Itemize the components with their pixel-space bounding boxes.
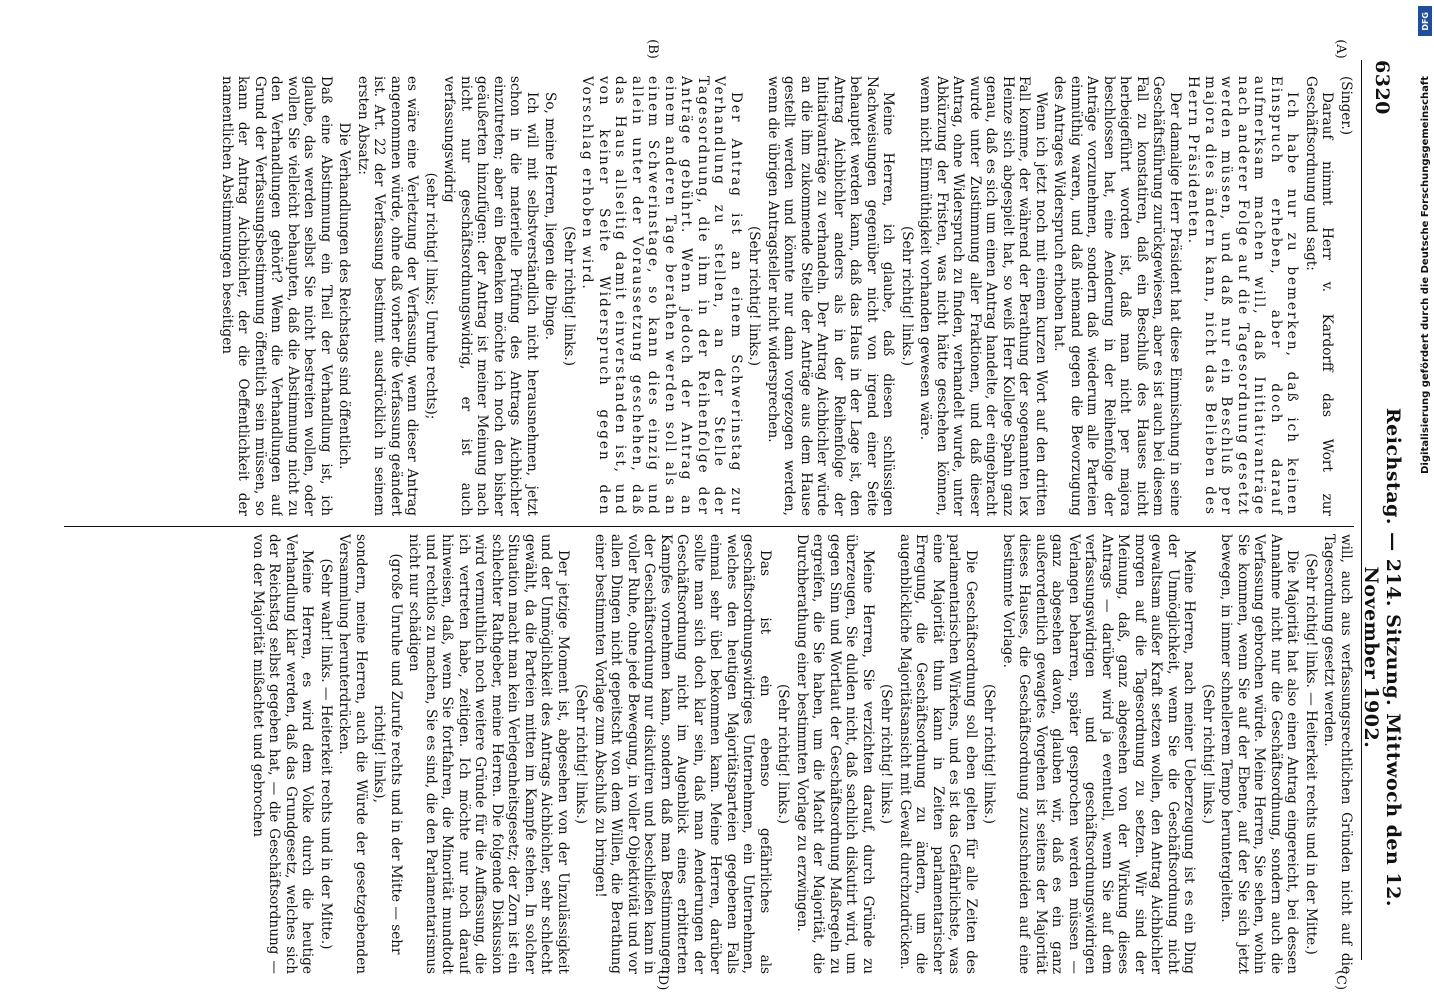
column-divider (64, 526, 1354, 527)
quoted-article: Die Verhandlungen des Reichstags sind öffentlich. (336, 122, 353, 470)
quoted-paragraph: Ich habe nur zu bemerken, daß ich keinen Einspruch erheben, aber doch darauf aufmerksam machen will, daß Initiativanträge nach anderer Folge auf die Tagesordnung gesetzt werden müssen, und daß nur ein Beschluß per majora dies ändern kann, nicht das Belieben des Herrn Präsidenten. (1185, 76, 1301, 516)
interjection: (Sehr wahr! links. — Heiterkeit rechts und in der Mitte.) (318, 558, 334, 950)
interjection: (sehr richtig! links; Unruhe rechts); (423, 172, 439, 420)
paragraph: es wäre eine Verletzung der Verfassung, wenn dieser Antrag angenommen würde, ohne daß vorher die Verfassung geändert ist. Art. 22 der Verfassung bestimmt ausdrücklich in seinem ersten Absatz: (355, 76, 421, 516)
paragraph: sondern, meine Herren, auch die Würde der gesetzgebenden Versammlung herunterdrücken. (336, 534, 369, 974)
paragraph: Meine Herren, Sie verzichten darauf, durch Gründe zu überzeugen, Sie dulden nicht, daß sachlich diskutirt wird, um gegen Sinn und Wortlaut der Geschäftsordnung Maßregeln zu ergreifen, die Sie haben, um die Macht der Majorität, die Durchberathung einer bestimmten Vorlage zu erzwingen. (794, 534, 876, 974)
text-column-left (24, 76, 1354, 516)
interjection: (große Unruhe und Zurufe rechts und in der Mitte — sehr richtig! links), (371, 553, 404, 955)
paragraph: Die Geschäftsordnung soll eben gelten für alle Zeiten des parlamentarischen Wirkens, und es ist das Gefährlichste, was eine Majorität thun kann in Zeiten parlamentarischer Erregung, die Geschäftsordnung zu ändern, um die augenblickliche Majoritätsansicht mit Gewalt durchzudrücken. (897, 534, 979, 974)
paragraph: Das ist ein ebenso gefährliches als geschäftsordnungswidriges Unternehmen, ein Unternehmen, welches den heutigen Majoritätsparteien gegebenen Falls einmal sehr übel bekommen kann. Meine Herren, darüber sollte man sich doch klar sein, daß man Aenderungen der Geschäftsordnung nicht im Augenblick eines erbitterten Kampfes vornehmen kann, sondern daß man Bestimmungen der Geschäftsordnung nur diskutiren und beschließen kann in voller Ruhe, ohne jede Bewegung, in voller Objektivität und vor allen Dingen nicht gepeitscht von dem Willen, die Berathung einer bestimmten Vorlage zum Abschluß zu bringen! (592, 534, 773, 974)
paragraph: Ich will mit selbstverständlich nicht herausnehmen, jetzt schon in die materielle Prüfung des Antrags Aichbichler einzutreten; aber ein Bedenken möchte ich noch den bisher geäußerten hinzufügen: der Antrag ist meiner Meinung nach nicht nur geschäftsordnungswidrig, er ist auch verfassungswidrig (441, 76, 540, 516)
paragraph: Der Antrag ist an einem Schwerinstag zur Verhandlung zu stellen, an der Stelle der Tagesordnung, die ihm in der Reihenfolge der Anträge gebührt. Wenn jedoch der Antrag an einem anderen Tage berathen werden soll als an einem Schwerinstage, so kann dies einzig und allein unter der Voraussetzung geschehen, daß das Haus allseitig damit einverstanden ist, und von keiner Seite Widerspruch gegen den Vorschlag erhoben wird. (579, 76, 744, 516)
margin-mark-b: (B) (645, 39, 660, 59)
paragraph: Meine Herren, es wird dem Volke durch die heutige Verhandlung klar werden, daß das Grundgesetz, welches sich der Reichstag selbst gegeben hat, — die Geschäftsordnung — von der Majorität mißachtet und gebrochen (250, 534, 316, 974)
dfg-logo (1418, 6, 1432, 36)
interjection: (Sehr richtig! links.) (878, 683, 895, 825)
interjection: (Sehr richtig! links.) (561, 225, 577, 367)
page-number: 6320 (1371, 60, 1393, 115)
paragraph: Daß eine Abstimmung ein Theil der Verhandlung ist, ich glaube, das werden selbst Sie nicht bestreiten wollen, oder wollen Sie vielleicht behaupten, daß die Abstimmung nicht zu den Verhandlungen gehört? Wenn die Verhandlungen auf Grund der Verfassungsbestimmung öffentlich sein müssen, so kann der Antrag Aichbichler, der die Oeffentlichkeit der namentlichen Abstimmungen beseitigen (219, 76, 334, 516)
digitization-credit (1418, 6, 1432, 996)
paragraph: Der jetzige Moment ist, abgesehen von der Unzulässigkeit und der Unmöglichkeit des Antrags Aichbichler, sehr schlecht gewählt, da die Parteien mitten im Kampfe stehen. In solcher Situation macht man kein Verlegenheitsgesetz; der Zorn ist ein schlechter Rathgeber, meine Herren. Die folgende Diskussion wird vermuthlich noch weitere Gründe für die Auffassung, die ich vertreten habe, zeitigen. Ich möchte nur noch darauf hinweisen, daß, wenn Sie fortfahren, die Minorität mundtodt und rechtlos zu machen, Sie es sind, die den Parlamentarismus nicht nur schädigen (406, 534, 571, 974)
speaker-name: (Singer.) (1338, 76, 1354, 136)
margin-mark-d: (D) (655, 969, 670, 991)
page-header (1360, 60, 1404, 960)
interjection: (Sehr richtig! links.) (981, 683, 998, 825)
paragraph: Darauf nimmt Herr v. Kardorff das Wort zur Geschäftsordnung und sagt: (1303, 76, 1336, 516)
paragraph: So, meine Herren, liegen die Dinge. (542, 92, 559, 340)
interjection: (Sehr richtig! links.) (775, 683, 792, 825)
margin-mark-a: (A) (1333, 39, 1348, 59)
paragraph: will, auch aus verfassungsrechtlichen Gründen nicht auf die Tagesordnung gesetzt werden. (1321, 534, 1354, 974)
credit-text: Digitalisierung gefördert durch die Deutsche Forschungsgemeinschaft (1419, 76, 1431, 474)
margin-mark-c: (C) (1333, 969, 1348, 991)
interjection: (Sehr richtig! links.) (746, 225, 763, 367)
page-running-title: Reichstag. — 214. Sitzung. Mittwoch den 12. November 1902. (1360, 407, 1404, 907)
interjection: (Sehr richtig! links.) (573, 683, 590, 825)
interjection: (Sehr richtig! links.) (899, 225, 915, 367)
interjection: (Sehr richtig! links.) (1200, 683, 1216, 825)
paragraph: Wenn ich jetzt noch mit einem kurzen Wort auf den dritten Fall komme, der während der Berathung der sogenannten lex Heinze sich abgespielt hat, so weiß Herr Kollege Spahn ganz genau, daß es sich um einen Antrag handelte, der eingebracht wurde unter Zustimmung aller Fraktionen, und daß dieser Antrag, ohne Widerspruch zu finden, verhandelt wurde, unter Abkürzung der Fristen, was nicht hätte geschehen können, wenn nicht Einmüthigkeit vorhanden gewesen wäre. (917, 76, 1049, 516)
dfg-logo-text: DFG (1420, 11, 1430, 31)
paragraph: Der damalige Herr Präsident hat diese Einmischung in seine Geschäftsführung zurückgewiesen, aber es ist auch bei diesem Fall zu konstatiren, daß ein Beschluß des Hauses nicht herbeigeführt worden ist, daß man nicht per majora beschlossen hat, eine Aenderung in der Reihenfolge der Anträge vorzunehmen, sondern daß wiederum alle Parteien einmüthig waren, und daß niemand gegen die Bevorzugung des Antrages Widerspruch erhoben hat. (1051, 76, 1183, 516)
interjection: (Sehr richtig! links. — Heiterkeit rechts und in der Mitte.) (1303, 553, 1319, 955)
text-column-right (24, 534, 1354, 974)
header-rule (1361, 60, 1362, 960)
paragraph: Meine Herren, nach meiner Ueberzeugung ist es ein Ding der Unmöglichkeit, wenn Sie die Geschäftsordnung nicht gewaltsam außer Kraft setzen wollen, den Antrag Aichbichler morgen auf die Tagesordnung zu setzen. Wir sind der Meinung, daß, ganz abgesehen von der Wirkung dieses Antrags — darüber wird ja eventuell, wenn Sie auf dem verfassungswidrigen und geschäftsordnungswidrigen Verlangen beharren, später gesprochen werden müssen — ganz abgesehen davon, glauben wir, daß es ein ganz außerordentlich gewagtes Vorgehen ist seitens der Majorität dieses Hauses, die Geschäftsordnung zuzuschneiden auf eine bestimmte Vorlage. (1000, 534, 1198, 974)
paragraph: Meine Herren, ich glaube, daß diesen schlüssigen Nachweisungen gegenüber nicht von irgend einer Seite behauptet werden kann, daß das Haus in der Lage ist, den Antrag Aichbichler anders als in der Reihenfolge der Initiativanträge zu verhandeln. Der Antrag Aichbichler würde an die ihm zukommende Stelle der Anträge aus dem Hause gestellt werden und könnte nur dann vorgezogen werden, wenn die übrigen Antragsteller nicht widersprechen. (765, 76, 897, 516)
paragraph: Die Majorität hat also einen Antrag eingereicht, bei dessen Annahme nicht nur die Geschäftsordnung, sondern auch die Verfassung gebrochen würde. Meine Herren, Sie sehen, wohin Sie kommen, wenn Sie auf der Ebene, auf der Sie sich jetzt bewegen, in immer schnellerem Tempo heruntergleiten. (1218, 534, 1301, 974)
